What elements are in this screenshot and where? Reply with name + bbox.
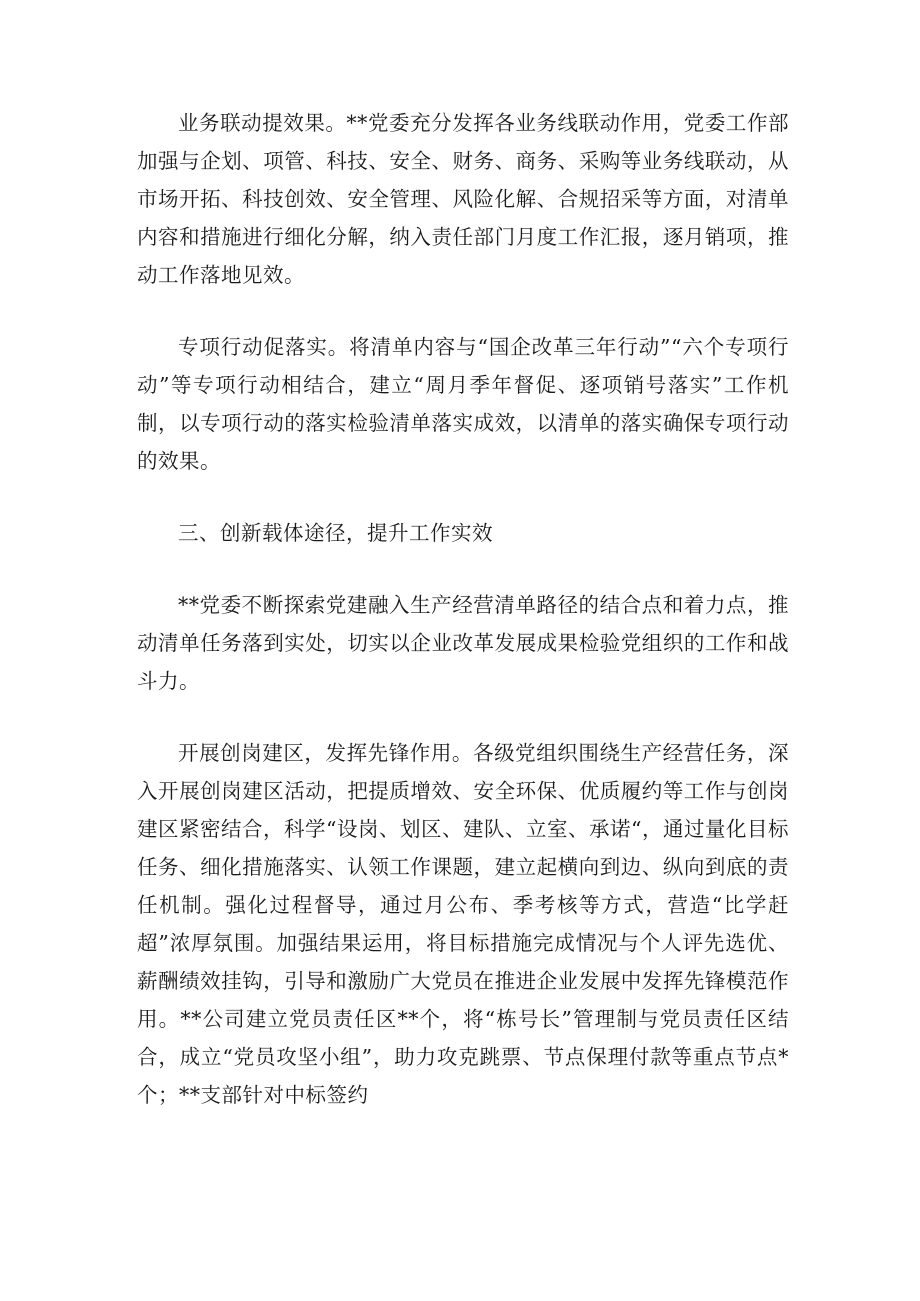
document-body	[137, 104, 789, 1148]
section-heading: 三、创新载体途径，提升工作实效	[178, 521, 493, 545]
paragraph-business-linkage: 业务联动提效果。**党委充分发挥各业务线联动作用，党委工作部加强与企划、项管、科技、安全、财务、商务、采购等业务线联动，从市场开拓、科技创效、安全管理、风险化解、合规招采等方面，对清单内容和措施进行细化分解，纳入责任部门月度工作汇报，逐月销项，推动工作落地见效。	[137, 111, 789, 287]
paragraph-special-actions: 专项行动促落实。将清单内容与“国企改革三年行动”“六个专项行动”等专项行动相结合，建立“周月季年督促、逐项销号落实”工作机制，以专项行动的落实检验清单落实成效，以清单的落实确保专项行动的效果。	[137, 335, 789, 473]
paragraph-section-intro: **党委不断探索党建融入生产经营清单路径的结合点和着力点，推动清单任务落到实处，切实以企业改革发展成果检验党组织的工作和战斗力。	[137, 593, 789, 693]
paragraph-pioneer-role: 开展创岗建区，发挥先锋作用。各级党组织围绕生产经营任务，深入开展创岗建区活动，把提质增效、安全环保、优质履约等工作与创岗建区紧密结合，科学“设岗、划区、建队、立室、承诺“，通过量化目标任务、细化措施落实、认领工作课题，建立起横向到边、纵向到底的责任机制。强化过程督导，通过月公布、季考核等方式，营造“比学赶超”浓厚氛围。加强结果运用，将目标措施完成情况与个人评先选优、薪酬绩效挂钩，引导和激励广大党员在推进企业发展中发挥先锋模范作用。**公司建立党员责任区**个，将“栋号长”管理制与党员责任区结合，成立“党员攻坚小组”，助力攻克跳票、节点保理付款等重点节点*个；**支部针对中标签约	[137, 741, 789, 1107]
